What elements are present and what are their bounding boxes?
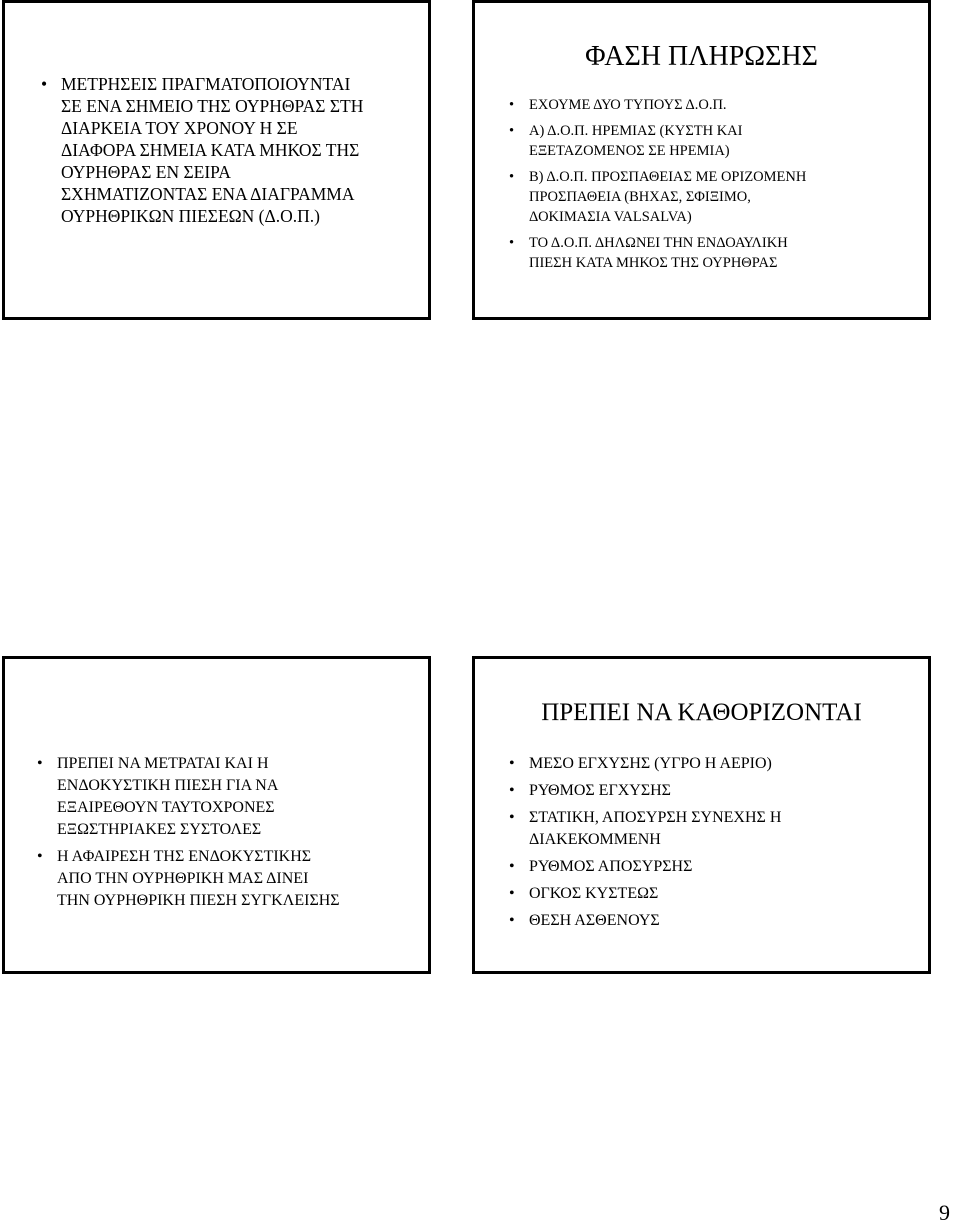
- slide-4-title: ΠΡΕΠΕΙ ΝΑ ΚΑΘΟΡΙΖΟΝΤΑΙ: [541, 699, 862, 726]
- bullet-item: • Β) Δ.Ο.Π. ΠΡΟΣΠΑΘΕΙΑΣ ΜΕ ΟΡΙΖΟΜΕΝΗ ΠΡΟΣΠΑΘΕΙΑ (ΒΗΧΑΣ, ΣΦΙΞΙΜΟ, ΔΟΚΙΜΑΣΙΑ VALSALVA): [509, 169, 807, 225]
- bullet-icon: •: [509, 235, 515, 251]
- bullet-item: • ΡΥΘΜΟΣ ΑΠΟΣΥΡΣΗΣ: [507, 856, 920, 878]
- bullet-icon: •: [37, 755, 43, 772]
- slide-3-bullets: [35, 753, 420, 917]
- bullet-item: • Η ΑΦΑΙΡΕΣΗ ΤΗΣ ΕΝΔΟΚΥΣΤΙΚΗΣ ΑΠΟ ΤΗΝ ΟΥΡΗΘΡΙΚΗ ΜΑΣ ΔΙΝΕΙ ΤΗΝ ΟΥΡΗΘΡΙΚΗ ΠΙΕΣΗ ΣΥΓΚΛΕΙΣΗΣ: [37, 848, 340, 909]
- bullet-icon: •: [509, 885, 515, 902]
- bullet-item: • ΤΟ Δ.Ο.Π. ΔΗΛΩΝΕΙ ΤΗΝ ΕΝΔΟΑΥΛΙΚΗ ΠΙΕΣΗ ΚΑΤΑ ΜΗΚΟΣ ΤΗΣ ΟΥΡΗΘΡΑΣ: [509, 235, 788, 271]
- slide-1-bullets: [39, 73, 418, 227]
- slide-3: [2, 656, 431, 974]
- slide-2-bullets: [507, 95, 920, 279]
- bullet-icon: •: [509, 809, 515, 826]
- bullet-icon: •: [509, 782, 515, 799]
- bullet-icon: •: [509, 755, 515, 772]
- bullet-icon: •: [37, 848, 43, 865]
- bullet-item: • ΡΥΘΜΟΣ ΕΓΧΥΣΗΣ: [507, 780, 920, 802]
- bullet-icon: •: [509, 858, 515, 875]
- page-number: 9: [939, 1200, 950, 1225]
- bullet-item: • ΕΧΟΥΜΕ ΔΥΟ ΤΥΠΟΥΣ Δ.Ο.Π.: [509, 97, 727, 113]
- bullet-item: • ΠΡΕΠΕΙ ΝΑ ΜΕΤΡΑΤΑΙ ΚΑΙ Η ΕΝΔΟΚΥΣΤΙΚΗ ΠΙΕΣΗ ΓΙΑ ΝΑ ΕΞΑΙΡΕΘΟΥΝ ΤΑΥΤΟΧΡΟΝΕΣ ΕΞΩΣΤΗΡΙΑΚΕΣ ΣΥΣΤΟΛΕΣ: [37, 755, 279, 838]
- bullet-item: • Α) Δ.Ο.Π. ΗΡΕΜΙΑΣ (ΚΥΣΤΗ ΚΑΙ ΕΞΕΤΑΖΟΜΕΝΟΣ ΣΕ ΗΡΕΜΙΑ): [509, 123, 743, 159]
- bullet-icon: •: [509, 97, 515, 113]
- slide-2-title: ΦΑΣΗ ΠΛΗΡΩΣΗΣ: [585, 41, 818, 72]
- bullet-item: • ΟΓΚΟΣ ΚΥΣΤΕΩΣ: [507, 883, 920, 905]
- bullet-item: • ΜΕΤΡΗΣΕΙΣ ΠΡΑΓΜΑΤΟΠΟΙΟΥΝΤΑΙ ΣΕ ΕΝΑ ΣΗΜΕΙΟ ΤΗΣ ΟΥΡΗΘΡΑΣ ΣΤΗ ΔΙΑΡΚΕΙΑ ΤΟΥ ΧΡΟΝΟΥ Η ΣΕ ΔΙΑΦΟΡΑ ΣΗΜΕΙΑ ΚΑΤΑ ΜΗΚΟΣ ΤΗΣ ΟΥΡΗΘΡΑΣ ΕΝ ΣΕΙΡΑ ΣΧΗΜΑΤΙΖΟΝΤΑΣ ΕΝΑ ΔΙΑΓΡΑΜΜΑ ΟΥΡΗΘΡΙΚΩΝ ΠΙΕΣΕΩΝ (Δ.Ο.Π.): [41, 74, 364, 226]
- bullet-icon: •: [41, 74, 48, 94]
- bullet-icon: •: [509, 169, 515, 185]
- bullet-item: • ΣΤΑΤΙΚΗ, ΑΠΟΣΥΡΣΗ ΣΥΝΕΧΗΣ Η ΔΙΑΚΕΚΟΜΜΕΝΗ: [509, 809, 782, 848]
- slide-4-bullets: [507, 753, 920, 937]
- bullet-icon: •: [509, 912, 515, 929]
- slide-4: [472, 656, 931, 974]
- bullet-item: • ΘΕΣΗ ΑΣΘΕΝΟΥΣ: [507, 910, 920, 932]
- slide-2: [472, 0, 931, 320]
- bullet-item: • ΜΕΣΟ ΕΓΧΥΣΗΣ (ΥΓΡΟ Η ΑΕΡΙΟ): [507, 753, 920, 775]
- bullet-icon: •: [509, 123, 515, 139]
- slide-1: [2, 0, 431, 320]
